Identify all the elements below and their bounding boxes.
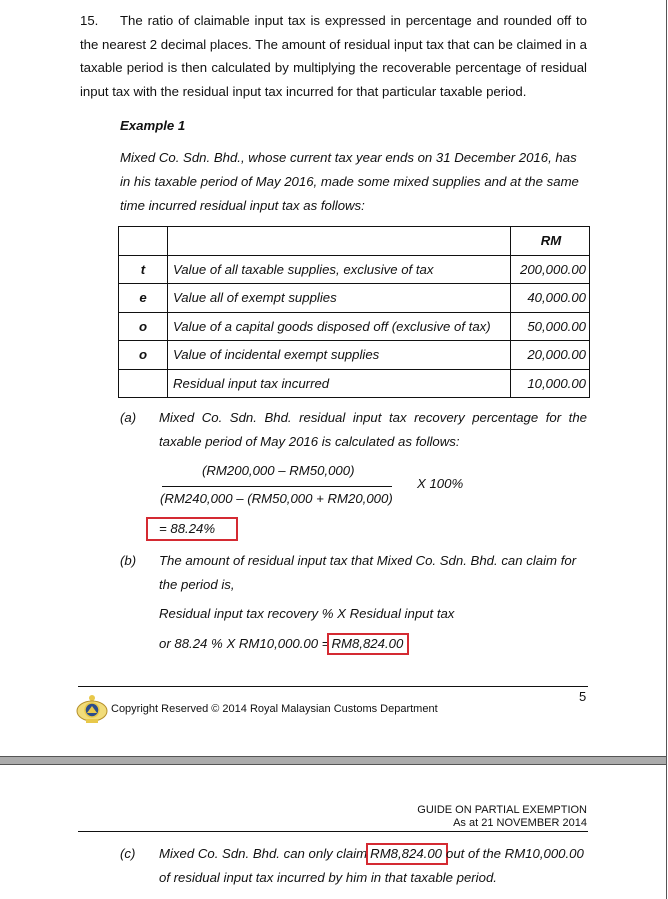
row-code: o xyxy=(119,312,168,341)
header-cell-rm: RM xyxy=(511,227,590,256)
row-description: Value of incidental exempt supplies xyxy=(168,341,511,370)
header-title: GUIDE ON PARTIAL EXEMPTION xyxy=(417,804,587,816)
paragraph-15 xyxy=(80,9,587,103)
item-c-highlight: RM8,824.00 xyxy=(366,843,448,865)
example-intro: Mixed Co. Sdn. Bhd., whose current tax year ends on 31 December 2016, has in his taxable period of May 2016, made some mixed supplies and at the same time incurred residual input tax as follows: xyxy=(120,150,579,213)
row-description: Residual input tax incurred xyxy=(168,369,511,398)
result-percentage-box xyxy=(146,517,238,541)
header-rule xyxy=(78,831,588,832)
page-number: 5 xyxy=(579,689,587,704)
table-row xyxy=(119,341,590,370)
row-amount: 200,000.00 xyxy=(511,255,590,284)
item-b-text: The amount of residual input tax that Mixed Co. Sdn. Bhd. can claim for the period is, xyxy=(159,553,577,592)
supplies-table xyxy=(118,226,590,398)
header-cell xyxy=(168,227,511,256)
page-edge xyxy=(666,0,667,899)
row-code: o xyxy=(119,341,168,370)
item-c-line2: of residual input tax incurred by him in that taxable period. xyxy=(159,870,497,885)
item-c-label: (c) xyxy=(120,846,136,861)
table-row xyxy=(119,369,590,398)
row-code: e xyxy=(119,284,168,313)
copyright-text: Copyright Reserved © 2014 Royal Malaysian Customs Department xyxy=(111,703,438,715)
item-c-text-before: Mixed Co. Sdn. Bhd. can only claim xyxy=(159,846,368,861)
item-c-line1 xyxy=(159,842,584,866)
row-description: Value of all taxable supplies, exclusive of tax xyxy=(168,255,511,284)
row-amount: 50,000.00 xyxy=(511,312,590,341)
table-header-row xyxy=(119,227,590,256)
row-description: Value of a capital goods disposed off (exclusive of tax) xyxy=(168,312,511,341)
row-amount: 40,000.00 xyxy=(511,284,590,313)
row-amount: 20,000.00 xyxy=(511,341,590,370)
item-c-text-after: out of the RM10,000.00 xyxy=(446,846,584,861)
calc-prefix: or 88.24 % X RM10,000.00 = xyxy=(159,636,330,651)
row-code: t xyxy=(119,255,168,284)
customs-crest-icon xyxy=(74,694,110,724)
page-separator xyxy=(0,756,666,765)
item-b-label: (b) xyxy=(120,553,137,568)
row-code xyxy=(119,369,168,398)
fraction-numerator: (RM200,000 – RM50,000) xyxy=(202,463,355,478)
table-row xyxy=(119,284,590,313)
row-description: Value all of exempt supplies xyxy=(168,284,511,313)
fraction-denominator: (RM240,000 – (RM50,000 + RM20,000) xyxy=(160,491,393,506)
example-title: Example 1 xyxy=(120,118,186,133)
result-percentage: = 88.24% xyxy=(146,517,238,541)
table-row xyxy=(119,255,590,284)
row-amount: 10,000.00 xyxy=(511,369,590,398)
running-header xyxy=(300,804,587,830)
fraction-multiplier: X 100% xyxy=(417,476,464,491)
header-cell xyxy=(119,227,168,256)
result-amount: RM8,824.00 xyxy=(327,633,409,655)
item-a-label: (a) xyxy=(120,410,137,425)
paragraph-number: 15. xyxy=(80,13,99,28)
item-a-text: Mixed Co. Sdn. Bhd. residual input tax recovery percentage for the taxable period of May 2016 is calculated as follows: xyxy=(159,410,587,449)
footer-rule xyxy=(78,686,588,687)
paragraph-text: The ratio of claimable input tax is expressed in percentage and rounded off to the nearest 2 decimal places. The amount of residual input tax that can be claimed in a taxable period is then calculated by multiplying the recoverable percentage of residual input tax with the residual input tax incurred for that particular taxable period. xyxy=(80,13,587,99)
item-b-formula: Residual input tax recovery % X Residual input tax xyxy=(159,606,455,621)
header-date: As at 21 NOVEMBER 2014 xyxy=(453,817,587,829)
table-row xyxy=(119,312,590,341)
item-b-calculation xyxy=(159,632,409,656)
